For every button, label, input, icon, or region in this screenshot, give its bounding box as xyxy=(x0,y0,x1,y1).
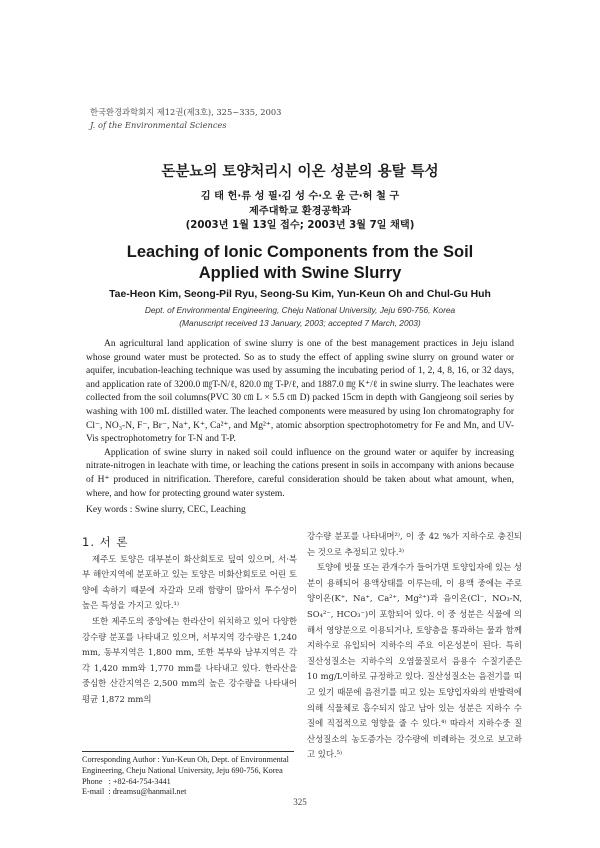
section-title-introduction: 1. 서 론 xyxy=(82,535,129,549)
journal-citation-ko: 한국환경과학회지 제12권(제3호), 325~335, 2003 xyxy=(90,107,282,117)
body-column-right xyxy=(307,529,522,763)
footnote-author: Corresponding Author : Yun-Keun Oh, Dept. of Environmental Engineering, Cheju National University, Jeju 690-756, Korea xyxy=(82,755,291,775)
footnote-phone: Phone : +82-64-754-3441 xyxy=(82,776,171,786)
journal-header xyxy=(90,106,281,132)
footnote-divider xyxy=(82,751,294,752)
corresponding-author-footnote xyxy=(82,755,297,798)
affiliation-english: Dept. of Environmental Engineering, Cheju National University, Jeju 690-756, Korea xyxy=(144,305,456,315)
title-english-line2: Applied with Swine Slurry xyxy=(198,264,402,282)
affiliation-korean: 제주대학교 환경공학과 xyxy=(249,205,351,217)
english-affiliation-block xyxy=(0,304,600,330)
body-paragraph: 제주도 토양은 대부분이 화산회토로 덮여 있으며, 서·북부 해안지역에 분포하고 있는 토양은 비화산회토로 어린 토양에 속하기 때문에 자갈과 모래 함량이 많아서 투수성이 높은 특성을 가지고 있다.¹⁾ xyxy=(82,553,297,611)
body-column-left xyxy=(82,529,297,708)
korean-author-block xyxy=(0,190,600,234)
abstract xyxy=(86,338,514,501)
abstract-paragraph-1: An agricultural land application of swine slurry is one of the best management practices in Jeju island whose ground water must be protected. So as to study the effect of appling swine slurry on ground water or aquifer, incubation-leaching technique was used by assuming the incubating period of 1, 2, 4, 8, 16, or 32 days, and application rate of 3200.0 ㎎T-N/ℓ, 820.0 ㎎ T-P/ℓ, and 1887.0 ㎎ K⁺/ℓ in swine slurry. The leachates were collected from the soil columns(PVC 30 ㎝ L × 5.5 ㎝ D) packed 15cm in depth with Gangjeong soil series by washing with 100 mL distilled water. The leached components were measured by using Ion chromatography for Cl⁻, NO₃-N, F⁻, Br⁻, Na⁺, K⁺, Ca²⁺, and Mg²⁺, atomic absorption spectrophotometry for Fe and Mn, and UV-Vis spectrophotometry for T-N and T-P. xyxy=(86,339,514,445)
authors-korean: 김 태 헌·류 성 필·김 성 수·오 윤 근·허 철 구 xyxy=(200,191,400,202)
abstract-paragraph-2: Application of swine slurry in naked soil could influence on the ground water or aquifer by increasing nitrate-nitrogen in leachate with time, or leaching the cations present in soils in accompany with anions because of H⁺ produced in nitrification. Therefore, careful consideration should be taken about what amount, when, where, and how for protecting ground water system. xyxy=(86,447,514,499)
body-paragraph: 토양에 빗물 또는 관개수가 들어가면 토양입자에 있는 성분이 용해되어 용액상태를 이루는데, 이 용액 중에는 주로 양이온(K⁺, Na⁺, Ca²⁺, Mg²⁺)과 음이온(Cl⁻, NO₃-N, SO₄²⁻, HCO₃⁻)이 포함되어 있다. 이 중 성분은 식물에 의해서 영양분으로 이용되거나, 토양층을 통과하는 물과 함께 지하수로 유입되어 지하수의 주요 이온성분이 된다. 특히 질산성질소는 지하수의 오염물질로서 음용수 수질기준은 10 mg/L이하로 규정하고 있다. 질산성질소는 음전기를 띠고 있기 때문에 음전기를 띠고 있는 토양입자와의 반발력에 의해 식물체로 흡수되지 않고 남아 있는 성분은 지하수 수질에 직접적으로 영향을 줄 수 있다.⁴⁾ 따라서 지하수중 질산성질소의 농도증가는 강수량에 비례하는 것으로 보고하고 있다.⁵⁾ xyxy=(307,562,522,760)
journal-name-en: J. of the Environmental Sciences xyxy=(90,120,227,130)
authors-english: Tae-Heon Kim, Seong-Pil Ryu, Seong-Su Kim, Yun-Keun Oh and Chul-Gu Huh xyxy=(109,289,491,300)
page-number: 325 xyxy=(293,797,307,807)
body-paragraph: 강수량 분포를 나타내며²⁾, 이 중 42 %가 지하수로 충진되는 것으로 추정되고 있다.³⁾ xyxy=(307,531,522,557)
title-english xyxy=(0,242,600,284)
manuscript-dates: (Manuscript received 13 January, 2003; accepted 7 March, 2003) xyxy=(179,318,421,328)
body-paragraph: 또한 제주도의 중앙에는 한라산이 위치하고 있어 다양한 강수량 분포를 나타내고 있으며, 서부지역 강수량은 1,240 mm, 동부지역은 1,800 mm, 또한 북부와 남부지역은 각각 1,420 mm와 1,770 mm를 나타내고 있다. 한라산을 중심한 산간지역은 2,500 mm의 높은 강수량을 나타내어 평균 1,872 mm의 xyxy=(82,615,297,704)
title-english-line1: Leaching of Ionic Components from the Soil xyxy=(126,243,474,261)
keywords: Key words : Swine slurry, CEC, Leaching xyxy=(86,505,246,515)
footnote-email: E-mail : dreamsu@hanmail.net xyxy=(82,787,187,797)
title-korean: 돈분뇨의 토양처리시 이온 성분의 용탈 특성 xyxy=(161,164,439,180)
dates-korean: (2003년 1월 13일 접수; 2003년 3월 7일 채택) xyxy=(185,220,415,231)
